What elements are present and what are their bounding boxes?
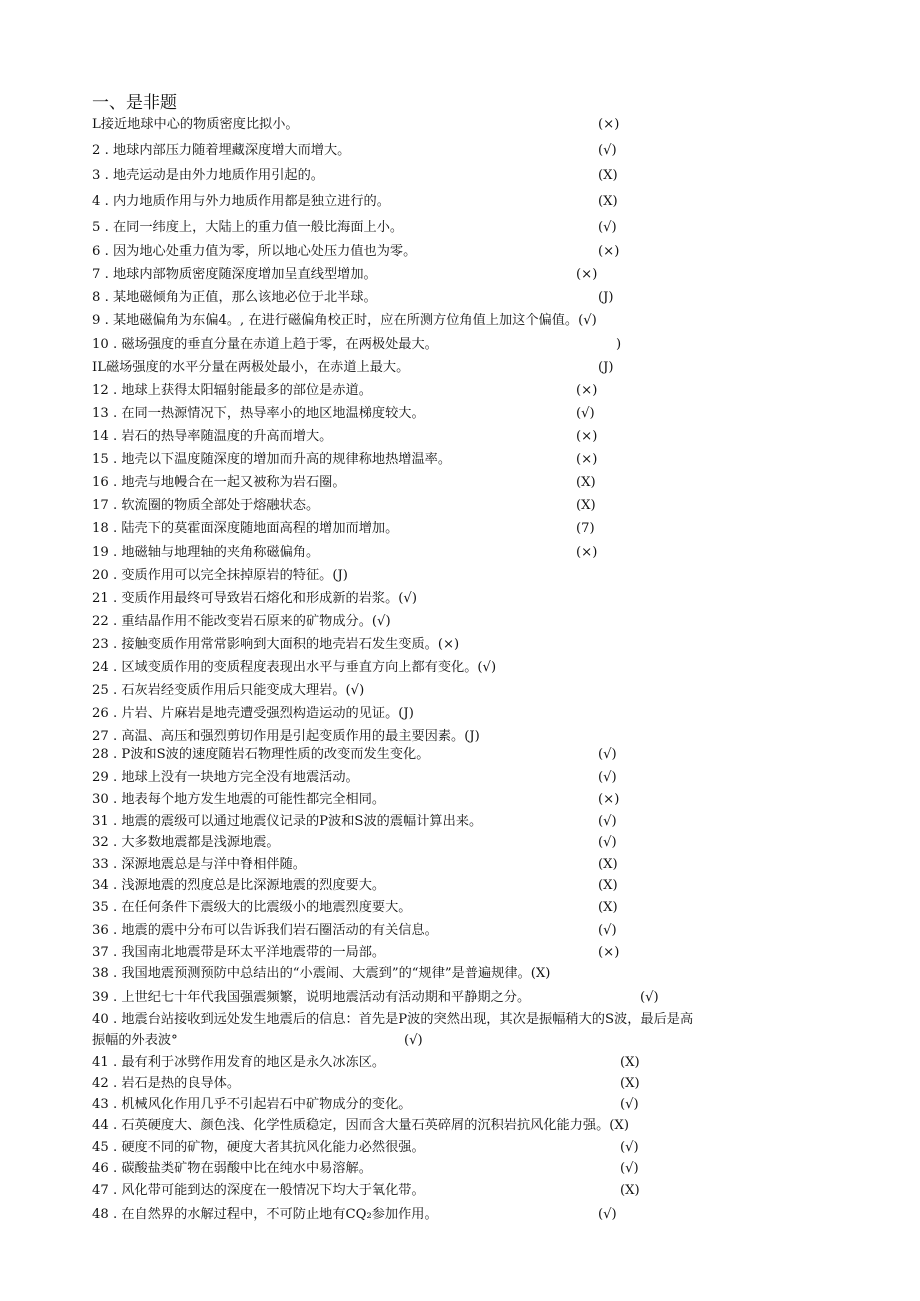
answer-mark: (√) (620, 1097, 639, 1112)
question-item: 15 . 地壳以下温度随深度的增加而升高的规律称地热增温率。 (92, 452, 452, 467)
question-item: 40 . 地震台站接收到远处发生地震后的信息：首先是P波的突然出现，其次是振幅稍大的S波，最后是高 (92, 1012, 694, 1027)
question-item: 25 . 石灰岩经变质作用后只能变成大理岩。(√) (92, 683, 365, 698)
answer-mark: (X) (598, 168, 618, 183)
question-item: 3 . 地壳运动是由外力地质作用引起的。 (92, 168, 324, 183)
answer-mark: (√) (598, 814, 617, 829)
question-item: 10 . 磁场强度的垂直分量在赤道上趋于零，在两极处最大。 (92, 337, 438, 352)
answer-mark: (X) (576, 498, 596, 513)
answer-mark: (×) (576, 267, 598, 282)
question-item: 13 . 在同一热源情况下，热导率小的地区地温梯度较大。 (92, 406, 425, 421)
question-item: 46 . 碳酸盐类矿物在弱酸中比在纯水中易溶解。 (92, 1161, 372, 1176)
question-item: 31 . 地震的震级可以通过地震仪记录的P波和S波的震幅计算出来。 (92, 814, 483, 829)
answer-mark: (√) (598, 1207, 617, 1222)
question-item: 21 . 变质作用最终可导致岩石熔化和形成新的岩浆。(√) (92, 591, 417, 606)
answer-mark: (X) (576, 475, 596, 490)
question-item: 32 . 大多数地震都是浅源地震。 (92, 835, 280, 850)
question-item: 8 . 某地磁倾角为正值，那么该地必位于北半球。 (92, 290, 377, 305)
question-item-continued: 振幅的外表波° (92, 1033, 178, 1048)
question-item: 39 . 上世纪七十年代我国强震频繁，说明地震活动有活动期和平静期之分。 (92, 990, 531, 1005)
question-item: 34 . 浅源地震的烈度总是比深源地震的烈度要大。 (92, 878, 386, 893)
answer-mark: (×) (576, 383, 598, 398)
question-item: 9 . 某地磁偏角为东偏4。, 在进行磁偏角校正时，应在所测方位角值上加这个偏值。(√) (92, 313, 597, 328)
answer-mark: (X) (620, 1183, 640, 1198)
answer-mark: (√) (598, 923, 617, 938)
question-item: 23 . 接触变质作用常常影响到大面积的地壳岩石发生变质。(×) (92, 637, 460, 652)
answer-mark: (√) (598, 835, 617, 850)
answer-mark: (×) (598, 117, 620, 132)
answer-mark: (X) (620, 1076, 640, 1091)
question-item: 2 . 地球内部压力随着埋藏深度增大而增大。 (92, 143, 351, 158)
answer-mark: (X) (598, 194, 618, 209)
answer-mark: (J) (598, 290, 614, 305)
question-item: 43 . 机械风化作用几乎不引起岩石中矿物成分的变化。 (92, 1097, 412, 1112)
question-item: 5 . 在同一纬度上，大陆上的重力值一般比海面上小。 (92, 220, 404, 235)
question-item: 16 . 地壳与地幔合在一起又被称为岩石圈。 (92, 475, 346, 490)
question-item: 36 . 地震的震中分布可以告诉我们岩石圈活动的有关信息。 (92, 923, 438, 938)
question-item: 24 . 区域变质作用的变质程度表现出水平与垂直方向上都有变化。(√) (92, 660, 497, 675)
answer-mark: (×) (598, 244, 620, 259)
answer-mark: (×) (576, 452, 598, 467)
answer-mark: (X) (620, 1055, 640, 1070)
section-title: 一、是非题 (92, 93, 177, 113)
answer-mark: (X) (598, 857, 618, 872)
question-item: 4 . 内力地质作用与外力地质作用都是独立进行的。 (92, 194, 390, 209)
answer-mark: (√) (620, 1140, 639, 1155)
question-item: 35 . 在任何条件下震级大的比震级小的地震烈度要大。 (92, 900, 412, 915)
question-item: 27 . 高温、高压和强烈剪切作用是引起变质作用的最主要因素。(J) (92, 729, 480, 744)
answer-mark: (√) (598, 143, 617, 158)
answer-mark: (√) (598, 747, 617, 762)
question-item: IL磁场强度的水平分量在两极处最小，在赤道上最大。 (92, 360, 410, 375)
question-item: 29 . 地球上没有一块地方完全没有地震活动。 (92, 770, 359, 785)
question-item: 20 . 变质作用可以完全抹掉原岩的特征。(J) (92, 568, 348, 583)
answer-mark: (√) (620, 1161, 639, 1176)
answer-mark: (X) (598, 878, 618, 893)
question-item: L接近地球中心的物质密度比拟小。 (92, 117, 299, 132)
answer-mark: (√) (598, 220, 617, 235)
question-item: 30 . 地表每个地方发生地震的可能性都完全相同。 (92, 792, 386, 807)
question-item: 22 . 重结晶作用不能改变岩石原来的矿物成分。(√) (92, 614, 391, 629)
answer-mark: (√) (640, 990, 659, 1005)
answer-mark: (×) (576, 429, 598, 444)
question-item: 6 . 因为地心处重力值为零，所以地心处压力值也为零。 (92, 244, 417, 259)
answer-mark: (√) (598, 770, 617, 785)
question-item: 7 . 地球内部物质密度随深度增加呈直线型增加。 (92, 267, 377, 282)
question-item: 17 . 软流圈的物质全部处于熔融状态。 (92, 498, 320, 513)
question-item: 33 . 深源地震总是与洋中脊相伴随。 (92, 857, 306, 872)
question-item: 44 . 石英硬度大、颜色浅、化学性质稳定，因而含大量石英碎屑的沉积岩抗风化能力强。(X) (92, 1118, 629, 1133)
question-item: 42 . 岩石是热的良导体。 (92, 1076, 241, 1091)
question-item: 45 . 硬度不同的矿物，硬度大者其抗风化能力必然很强。 (92, 1140, 425, 1155)
question-item: 38 . 我国地震预测预防中总结出的“小震闹、大震到”的“规律”是普遍规律。(X) (92, 966, 551, 981)
question-item: 41 . 最有利于冰劈作用发育的地区是永久冰冻区。 (92, 1055, 386, 1070)
answer-mark: (×) (576, 545, 598, 560)
answer-mark: (J) (598, 360, 614, 375)
question-item: 19 . 地磁轴与地理轴的夹角称磁偏角。 (92, 545, 320, 560)
question-item: 18 . 陆壳下的莫霍面深度随地面高程的增加而增加。 (92, 521, 399, 536)
question-item: 47 . 风化带可能到达的深度在一般情况下均大于氧化带。 (92, 1183, 425, 1198)
question-item: 28 . P波和S波的速度随岩石物理性质的改变而发生变化。 (92, 747, 430, 762)
answer-mark: ) (616, 337, 622, 352)
question-item: 26 . 片岩、片麻岩是地壳遭受强烈构造运动的见证。(J) (92, 706, 414, 721)
question-item: 12 . 地球上获得太阳辐射能最多的部位是赤道。 (92, 383, 372, 398)
answer-mark: (×) (598, 945, 620, 960)
answer-mark: (×) (598, 792, 620, 807)
question-item: 48 . 在自然界的水解过程中，不可防止地有CQ₂参加作用。 (92, 1207, 438, 1222)
answer-mark: (X) (598, 900, 618, 915)
question-item: 14 . 岩石的热导率随温度的升高而增大。 (92, 429, 333, 444)
answer-mark: (√) (404, 1033, 423, 1048)
answer-mark: (√) (576, 406, 595, 421)
answer-mark: (7) (576, 521, 595, 536)
question-item: 37 . 我国南北地震带是环太平洋地震带的一局部。 (92, 945, 386, 960)
